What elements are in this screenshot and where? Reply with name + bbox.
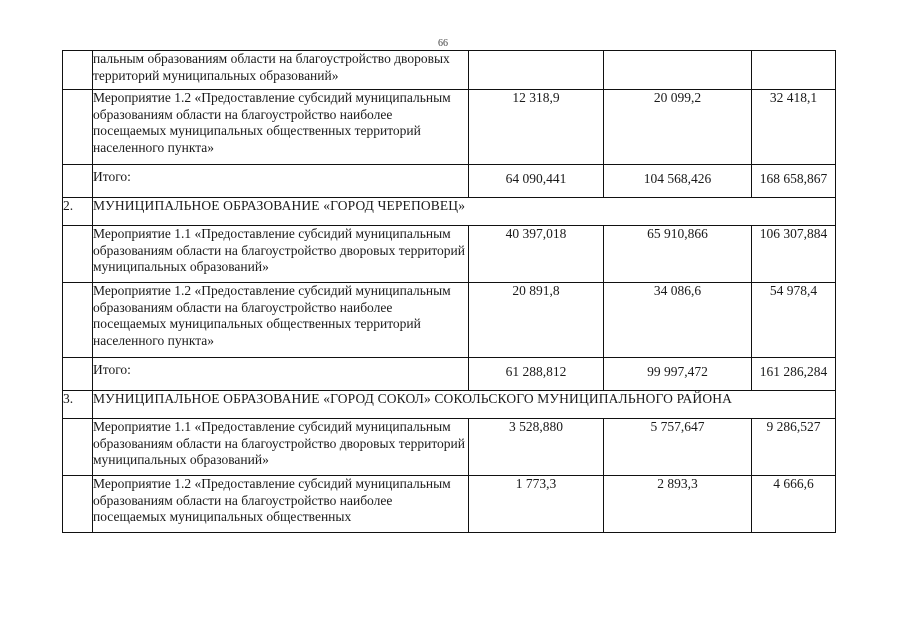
total-value-col-1: 64 090,441 <box>469 165 604 198</box>
table-row <box>63 283 836 358</box>
total-value-col-2: 104 568,426 <box>604 165 752 198</box>
subsidy-table <box>62 50 836 533</box>
section-number: 2. <box>63 198 93 226</box>
total-label: Итого: <box>93 165 469 198</box>
value-col-2: 20 099,2 <box>604 90 752 165</box>
table-row <box>63 476 836 533</box>
measure-description: пальным образованиям области на благоустройство дворовых территорий муниципальных образований» <box>93 51 469 90</box>
table-row <box>63 90 836 165</box>
measure-description: Мероприятие 1.2 «Предоставление субсидий муниципальным образованиям области на благоустройство наиболее посещаемых муниципальных общественных территорий населенного пункта» <box>93 90 469 165</box>
value-col-2: 2 893,3 <box>604 476 752 533</box>
row-number <box>63 51 93 90</box>
page-number: 66 <box>438 38 448 49</box>
total-row <box>63 165 836 198</box>
value-col-2: 34 086,6 <box>604 283 752 358</box>
value-col-3: 32 418,1 <box>752 90 836 165</box>
table-row <box>63 226 836 283</box>
total-value-col-2: 99 997,472 <box>604 358 752 391</box>
value-col-3: 106 307,884 <box>752 226 836 283</box>
value-col-2: 65 910,866 <box>604 226 752 283</box>
table-row <box>63 419 836 476</box>
section-title: МУНИЦИПАЛЬНОЕ ОБРАЗОВАНИЕ «ГОРОД ЧЕРЕПОВЕЦ» <box>93 198 836 226</box>
total-value-col-3: 161 286,284 <box>752 358 836 391</box>
table-row <box>63 51 836 90</box>
section-title: МУНИЦИПАЛЬНОЕ ОБРАЗОВАНИЕ «ГОРОД СОКОЛ» СОКОЛЬСКОГО МУНИЦИПАЛЬНОГО РАЙОНА <box>93 391 836 419</box>
row-number <box>63 358 93 391</box>
row-number <box>63 476 93 533</box>
section-row <box>63 391 836 419</box>
value-col-1: 20 891,8 <box>469 283 604 358</box>
measure-description: Мероприятие 1.1 «Предоставление субсидий муниципальным образованиям области на благоустройство дворовых территорий муниципальных образований» <box>93 226 469 283</box>
value-col-1: 1 773,3 <box>469 476 604 533</box>
value-col-2: 5 757,647 <box>604 419 752 476</box>
value-col-3: 4 666,6 <box>752 476 836 533</box>
total-value-col-3: 168 658,867 <box>752 165 836 198</box>
row-number <box>63 283 93 358</box>
measure-description: Мероприятие 1.1 «Предоставление субсидий муниципальным образованиям области на благоустройство дворовых территорий муниципальных образований» <box>93 419 469 476</box>
value-col-1: 3 528,880 <box>469 419 604 476</box>
section-number: 3. <box>63 391 93 419</box>
row-number <box>63 90 93 165</box>
value-col-3: 54 978,4 <box>752 283 836 358</box>
row-number <box>63 226 93 283</box>
value-col-1: 40 397,018 <box>469 226 604 283</box>
value-col-1: 12 318,9 <box>469 90 604 165</box>
total-row <box>63 358 836 391</box>
measure-description: Мероприятие 1.2 «Предоставление субсидий муниципальным образованиям области на благоустройство наиболее посещаемых муниципальных общественных территорий населенного пункта» <box>93 283 469 358</box>
section-row <box>63 198 836 226</box>
measure-description: Мероприятие 1.2 «Предоставление субсидий муниципальным образованиям области на благоустройство наиболее посещаемых муниципальных общественных <box>93 476 469 533</box>
value-col-3 <box>752 51 836 90</box>
value-col-3: 9 286,527 <box>752 419 836 476</box>
row-number <box>63 419 93 476</box>
value-col-2 <box>604 51 752 90</box>
value-col-1 <box>469 51 604 90</box>
total-label: Итого: <box>93 358 469 391</box>
total-value-col-1: 61 288,812 <box>469 358 604 391</box>
row-number <box>63 165 93 198</box>
